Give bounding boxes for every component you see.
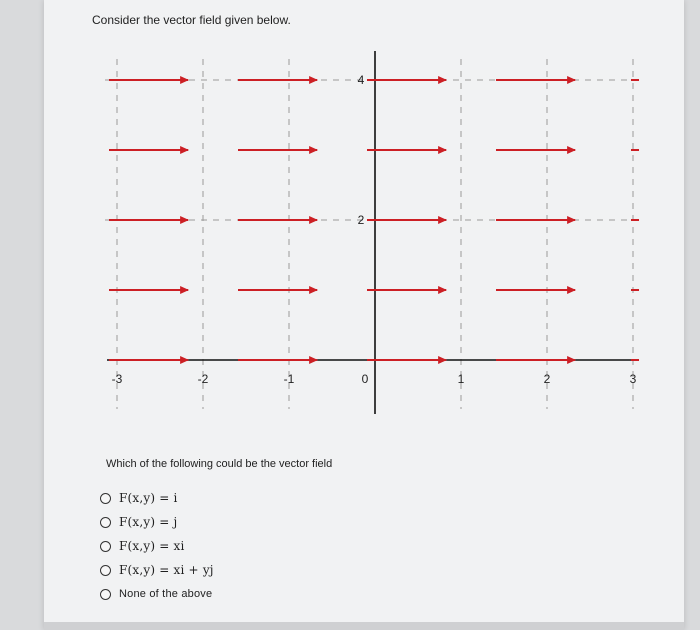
option-e[interactable] (100, 582, 214, 606)
grid-lines (105, 59, 633, 409)
option-label: F(x,y) = i (119, 491, 178, 505)
bottom-edge (44, 622, 684, 630)
radio-button[interactable] (100, 517, 111, 528)
question-text: Which of the following could be the vector field (106, 458, 333, 470)
radio-button[interactable] (100, 493, 111, 504)
x-tick-label: 3 (629, 372, 637, 386)
y-tick-label: 4 (357, 73, 365, 87)
arrows (109, 80, 639, 360)
x-tick-label: -1 (283, 372, 295, 386)
option-label: F(x,y) = xi (119, 539, 185, 553)
option-label: None of the above (119, 588, 213, 600)
y-tick-label: 2 (357, 213, 365, 227)
option-a[interactable] (100, 486, 214, 510)
answer-options (100, 486, 214, 606)
option-label: F(x,y) = xi + yj (119, 563, 214, 577)
x-tick-label: -2 (197, 372, 209, 386)
x-tick-label: 2 (543, 372, 551, 386)
x-tick-label: -3 (111, 372, 123, 386)
x-tick-label: 1 (457, 372, 465, 386)
tick-labels (112, 73, 637, 386)
option-c[interactable] (100, 534, 214, 558)
option-label: F(x,y) = j (119, 515, 178, 529)
radio-button[interactable] (100, 541, 111, 552)
option-b[interactable] (100, 510, 214, 534)
x-tick-label: 0 (361, 372, 369, 386)
radio-button[interactable] (100, 589, 111, 600)
option-d[interactable] (100, 558, 214, 582)
radio-button[interactable] (100, 565, 111, 576)
prompt-text: Consider the vector field given below. (92, 13, 291, 27)
